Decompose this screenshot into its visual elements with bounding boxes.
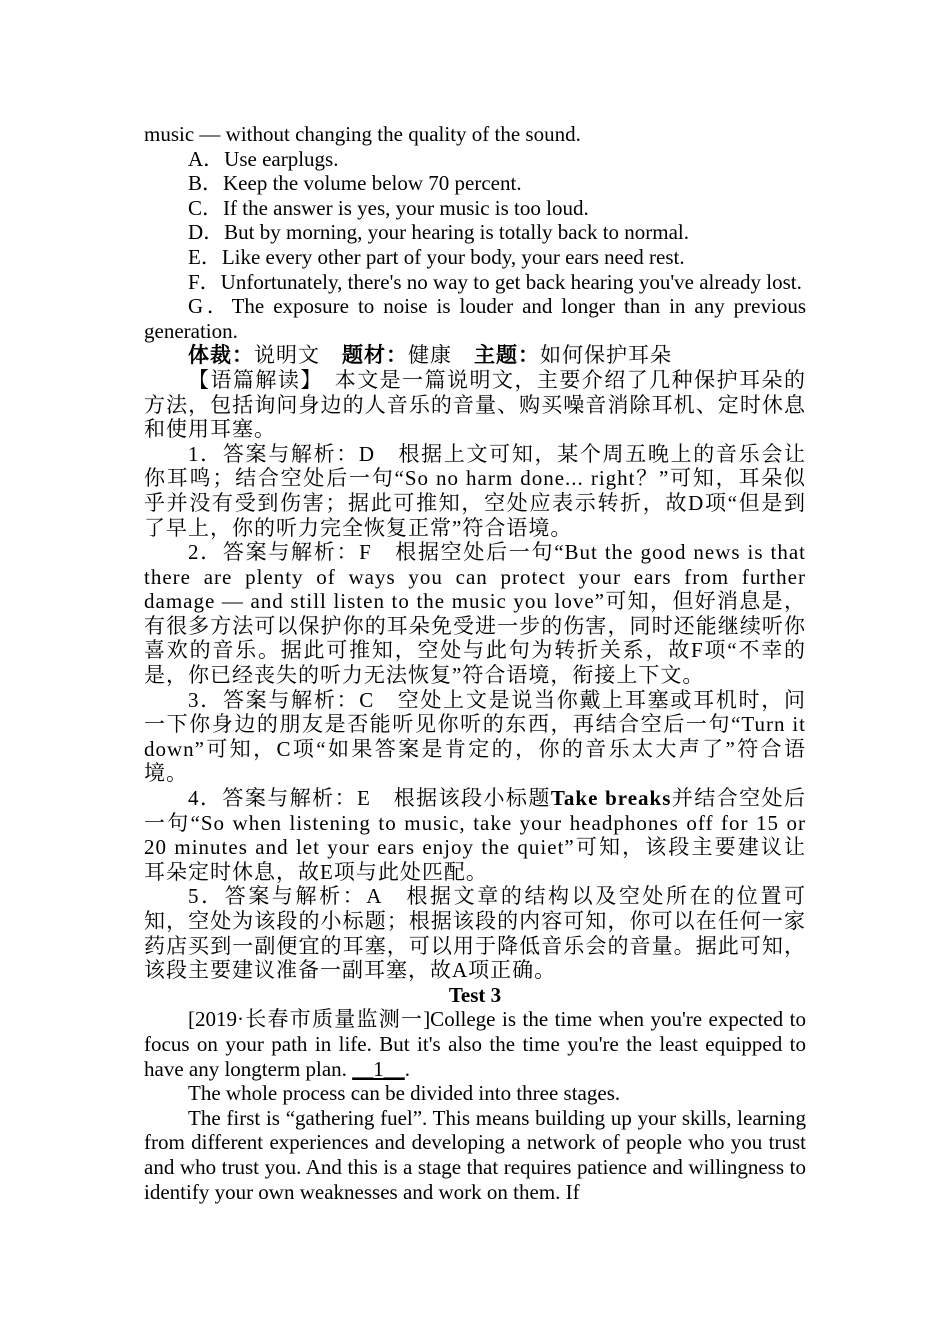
- test-title: Test 3: [448, 982, 502, 1007]
- answer-4: [144, 786, 806, 884]
- genre-value: 说明文: [254, 343, 320, 368]
- answer-2: 2．答案与解析：F 根据空处后一句“But the good news is that there are plenty of ways you can protect your ears from further damage — and still listen to the music you love”可知，但好消息是，有很多方法可以保护你的耳朵免受进一步的伤害，同时还能继续听你喜欢的音乐。据此可推知，空处与此句为转折关系，故F项“不幸的是，你已经丧失的听力无法恢复”符合语境，衔接上下文。: [144, 540, 806, 688]
- passage-continuation: music — without changing the quality of the sound.: [144, 122, 581, 146]
- topic-value: 健康: [408, 343, 452, 368]
- document-page: [144, 122, 806, 1204]
- option-a: A．Use earplugs.: [188, 146, 339, 171]
- reading-summary: 【语篇解读】 本文是一篇说明文，主要介绍了几种保护耳朵的方法，包括询问身边的人音乐的音量、购买噪音消除耳机、定时休息和使用耳塞。: [144, 367, 806, 442]
- option-f: F．Unfortunately, there's no way to get back hearing you've already lost.: [188, 269, 802, 294]
- test-paragraph-1: [144, 1007, 806, 1081]
- option-c: C．If the answer is yes, your music is too loud.: [188, 195, 589, 220]
- answer-1: 1．答案与解析：D 根据上文可知，某个周五晚上的音乐会让你耳鸣；结合空处后一句“So no harm done... right？”可知，耳朵似乎并没有受到伤害；据此可推知，空处应表示转折，故D项“但是到了早上，你的听力完全恢复正常”符合语境。: [144, 441, 806, 540]
- test-paragraph-1-end: .: [404, 1056, 410, 1081]
- option-d: D．But by morning, your hearing is totally back to normal.: [188, 220, 690, 245]
- answer-5: 5．答案与解析：A 根据文章的结构以及空处所在的位置可知，空处为该段的小标题；根据该段的内容可知，你可以在任何一家药店买到一副便宜的耳塞，可以用于降低音乐会的音量。据此可知，该段主要建议准备一副耳塞，故A项正确。: [144, 884, 806, 983]
- answer-3: 3．答案与解析：C 空处上文是说当你戴上耳塞或耳机时，问一下你身边的朋友是否能听见你听的东西，再结合空后一句“Turn it down”可知，C项“如果答案是肯定的，你的音乐太大声了”符合语境。: [144, 687, 806, 786]
- answer-4-post: 并结合空处后一句“So when listening to music, take your headphones off for 15 or 20 minutes and let your ears enjoy the quiet”可知，该段主要建议让耳朵定时休息，故E项与此处匹配。: [144, 786, 807, 884]
- blank-1: __1__: [352, 1056, 405, 1081]
- option-g: G．The exposure to noise is louder and longer than in any previous generation.: [144, 294, 806, 343]
- answer-4-pre: 4．答案与解析：E 根据该段小标题: [188, 786, 551, 811]
- option-b: B．Keep the volume below 70 percent.: [188, 171, 522, 196]
- topic-label: 题材：: [342, 343, 408, 368]
- genre-label: 体裁：: [188, 343, 254, 368]
- passage-meta: [144, 343, 806, 368]
- test-paragraph-1-text: [2019·长春市质量监测一]College is the time when you're expected to focus on your path in life. But it's also the time you're the least equipped to have any longterm plan.: [144, 1007, 806, 1081]
- option-e: E．Like every other part of your body, your ears need rest.: [188, 244, 685, 269]
- test-paragraph-3: The first is “gathering fuel”. This means building up your skills, learning from different experiences and developing a network of people who you trust and who trust you. And this is a stage that requires patience and willingness to identify your own weaknesses and work on them. If: [144, 1105, 806, 1204]
- theme-label: 主题：: [474, 343, 540, 368]
- answer-4-heading: Take breaks: [550, 786, 672, 811]
- test-paragraph-2: The whole process can be divided into three stages.: [188, 1081, 621, 1106]
- theme-value: 如何保护耳朵: [540, 343, 672, 368]
